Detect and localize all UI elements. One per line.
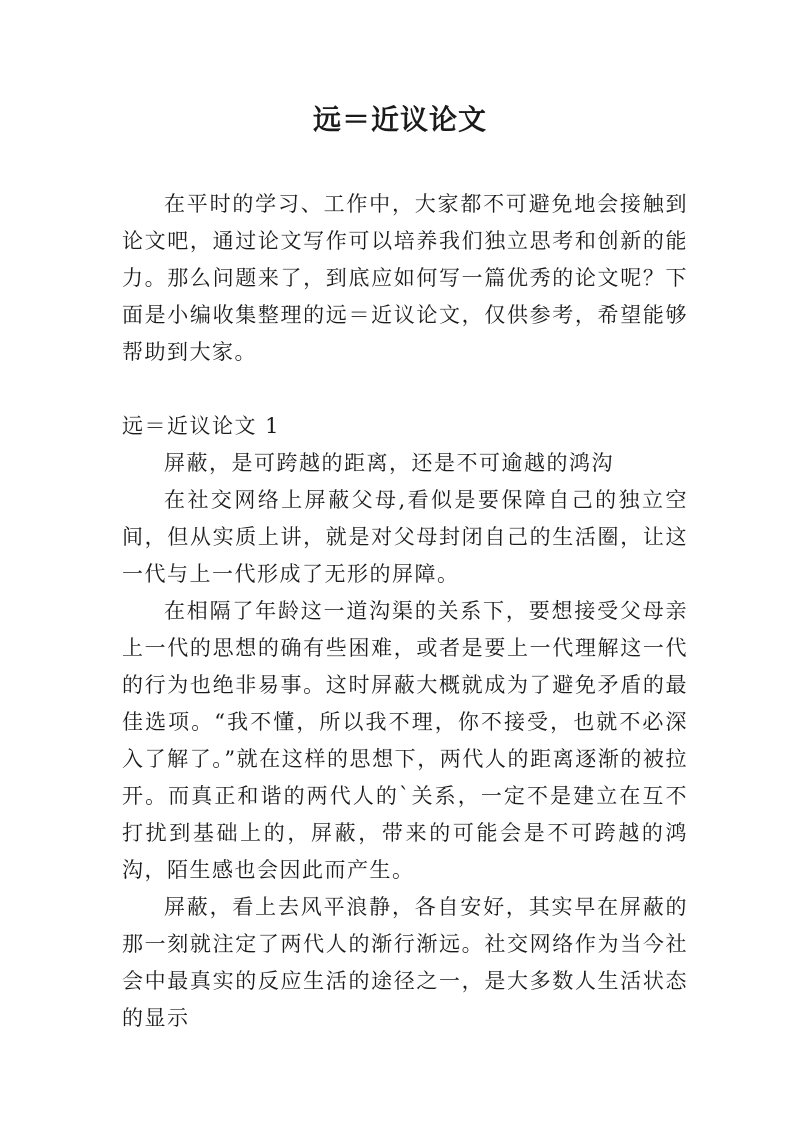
body-paragraph: 在社交网络上屏蔽父母,看似是要保障自己的独立空间，但从实质上讲，就是对父母封闭自己的生活圈，让这一代与上一代形成了无形的屏障。 [122,488,688,586]
intro-paragraph: 在平时的学习、工作中，大家都不可避免地会接触到论文吧，通过论文写作可以培养我们独立思考和创新的能力。那么问题来了，到底应如何写一篇优秀的论文呢？下面是小编收集整理的远＝近议论文，仅供参考，希望能够帮助到大家。 [122,192,688,364]
section-subtitle: 屏蔽，是可跨越的距离，还是不可逾越的鸿沟 [164,451,614,475]
document-body [122,186,688,1037]
document-title: 远＝近议论文 [312,103,487,136]
body-paragraph: 在相隔了年龄这一道沟渠的关系下，要想接受父母亲上一代的思想的确有些困难，或者是要上一代理解这一代的行为也绝非易事。这时屏蔽大概就成为了避免矛盾的最佳选项。“我不懂，所以我不理，你不接受，也就不必深入了解了。”就在这样的思想下，两代人的距离逐渐的被拉开。而真正和谐的两代人的`关系，一定不是建立在互不打扰到基础上的，屏蔽，带来的可能会是不可跨越的鸿沟，陌生感也会因此而产生。 [122,599,688,882]
body-paragraph: 屏蔽，看上去风平浪静，各自安好，其实早在屏蔽的那一刻就注定了两代人的渐行渐远。社交网络作为当今社会中最真实的反应生活的途径之一，是大多数人生活状态的显示 [122,895,688,1030]
section-heading: 远＝近议论文 1 [122,414,281,438]
